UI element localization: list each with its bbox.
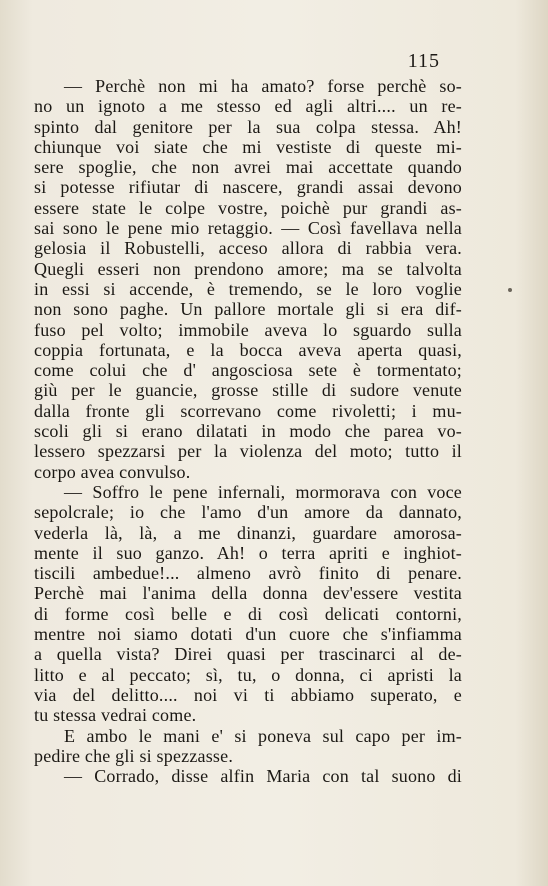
text-line: tu stessa vedrai come. <box>34 705 197 726</box>
paper-speck <box>508 288 512 292</box>
text-line: si potesse rifiutar di nascere, grandi assai devono <box>34 177 462 198</box>
text-line: — Perchè non mi ha amato? forse perchè so- <box>64 76 462 96</box>
text-line: sere spoglie, che non avrei mai accettate quando <box>34 157 462 178</box>
text-line: giù per le guancie, grosse stille di sudore venute <box>34 380 462 401</box>
text-line: — Corrado, disse alfin Maria con tal suono di <box>64 766 462 787</box>
text-line: spinto dal genitore per la sua colpa stessa. Ah! <box>34 116 462 137</box>
body-text <box>34 76 462 786</box>
text-line: E ambo le mani e' si poneva sul capo per im- <box>64 725 462 746</box>
text-line: di forme così belle e di così delicati contorni, <box>34 603 462 624</box>
text-line: mentre noi siamo dotati d'un cuore che s'infiamma <box>34 624 462 645</box>
text-line: vederla là, là, a me dinanzi, guardare amorosa- <box>34 522 462 543</box>
text-line: Quegli esseri non prendono amore; ma se talvolta <box>34 258 462 279</box>
text-line: — Soffro le pene infernali, mormorava con voce <box>64 481 462 502</box>
page-number: 115 <box>407 50 440 72</box>
text-line: sai sono le pene mio retaggio. — Così favellava nella <box>34 218 462 239</box>
text-line: via del delitto.... noi vi ti abbiamo superato, e <box>34 684 462 705</box>
text-line: come colui che d' angosciosa sete è tormentato; <box>34 360 462 381</box>
text-line: essere state le colpe vostre, poichè pur grandi as- <box>34 197 462 218</box>
text-line: corpo avea convulso. <box>34 461 191 482</box>
text-line: dalla fronte gli scorrevano come rivoletti; i mu- <box>34 400 462 421</box>
text-line: Perchè mai l'anima della donna dev'essere vestita <box>34 583 462 604</box>
text-line: lessero spezzarsi per la violenza del moto; tutto il <box>34 441 462 462</box>
text-line: coppia fortunata, e la bocca aveva aperta quasi, <box>34 339 462 360</box>
text-line: chiunque voi siate che mi vestiste di queste mi- <box>34 136 462 157</box>
text-line: in essi si accende, è tremendo, se le loro voglie <box>34 278 462 299</box>
text-line: gelosia il Robustelli, acceso allora di rabbia vera. <box>34 238 462 259</box>
text-line: sepolcrale; io che l'amo d'un amore da dannato, <box>34 502 462 523</box>
text-line: mente il suo ganzo. Ah! o terra apriti e inghiot- <box>34 542 462 563</box>
text-line: pedire che gli si spezzasse. <box>34 745 234 766</box>
text-line: no un ignoto a me stesso ed agli altri.... un re- <box>34 96 462 117</box>
text-line: a quella vista? Direi quasi per trascinarci al de- <box>34 644 462 665</box>
text-line: non sono paghe. Un pallore mortale gli si era dif- <box>34 299 462 320</box>
text-line: tiscili ambedue!... almeno avrò finito di penare. <box>34 563 462 584</box>
text-line: scoli gli si erano dilatati in modo che parea vo- <box>34 421 462 442</box>
text-line: litto e al peccato; sì, tu, o donna, ci apristi la <box>34 664 462 685</box>
text-line: fuso pel volto; immobile aveva lo sguardo sulla <box>34 319 462 340</box>
